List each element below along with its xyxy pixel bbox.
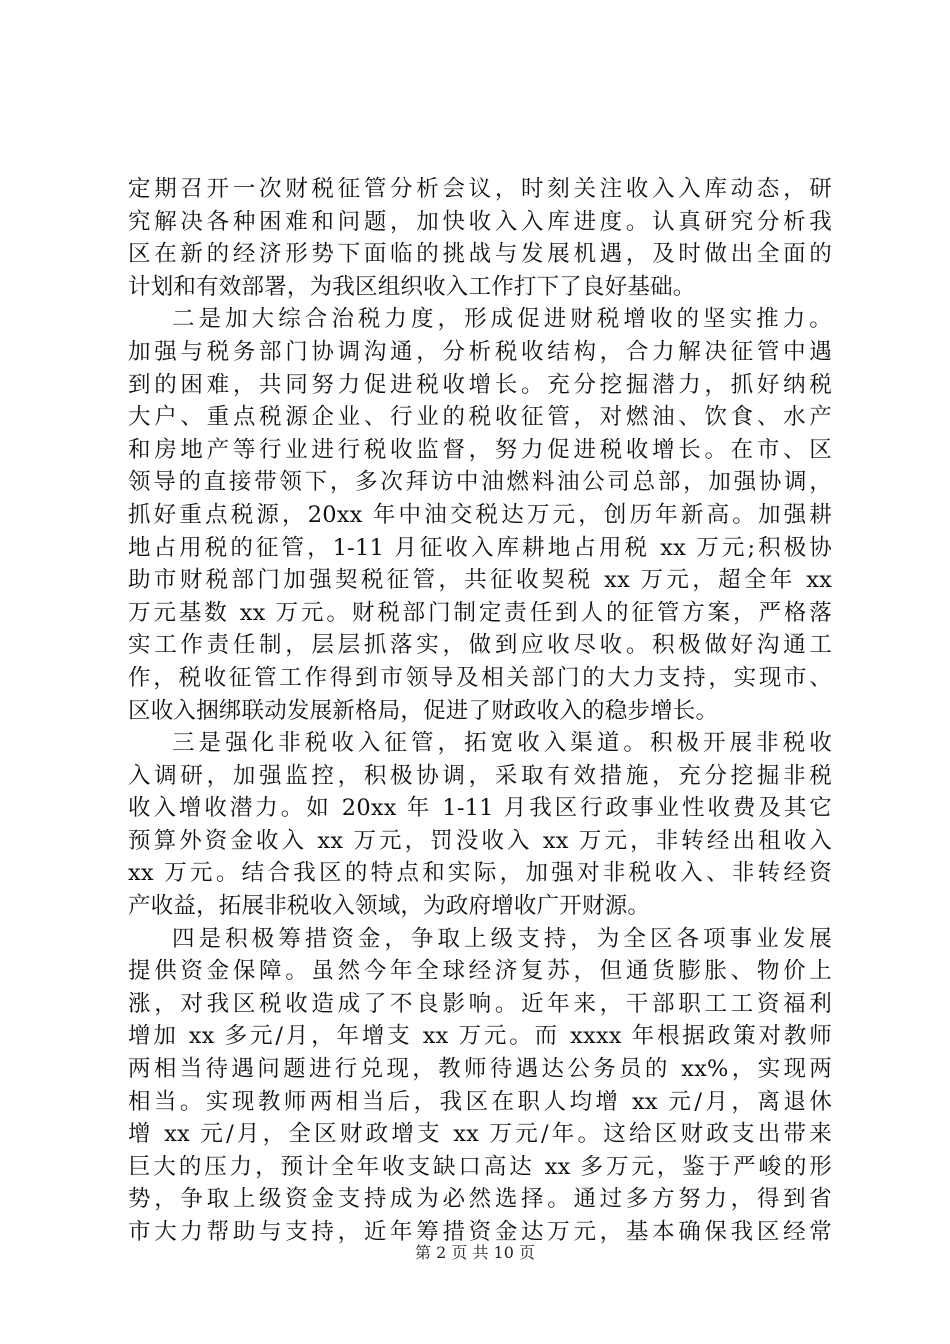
text-line: 两相当待遇问题进行兑现，教师待遇达公务员的 xx%，实现两 (128, 1056, 832, 1083)
text-line: 区在新的经济形势下面临的挑战与发展机遇，及时做出全面的 (128, 241, 832, 268)
text-line: 势，争取上级资金支持成为必然选择。通过多方努力，得到省 (128, 1186, 832, 1213)
text-line: 巨大的压力，预计全年收支缺口高达 xx 多万元，鉴于严峻的形 (128, 1153, 832, 1180)
text-line: 市大力帮助与支持，近年筹措资金达万元，基本确保我区经常 (128, 1219, 832, 1245)
text-line: 领导的直接带领下，多次拜访中油燃料油公司总部，加强协调， (128, 469, 832, 496)
text-line: 入调研，加强监控，积极协调，采取有效措施，充分挖掘非税 (128, 762, 832, 789)
text-line: 预算外资金收入 xx 万元，罚没收入 xx 万元，非转经出租收入 (128, 827, 832, 854)
text-line: 大户、重点税源企业、行业的税收征管，对燃油、饮食、水产 (128, 404, 832, 431)
text-line: xx 万元。结合我区的特点和实际，加强对非税收入、非转经资 (128, 860, 832, 887)
text-line: 区收入捆绑联动发展新格局，促进了财政收入的稳步增长。 (128, 697, 719, 724)
text-line: 二是加大综合治税力度，形成促进财税增收的坚实推力。 (172, 306, 832, 333)
text-line: 加强与税务部门协调沟通，分析税收结构，合力解决征管中遇 (128, 338, 832, 365)
body-text (128, 173, 832, 1249)
text-line: 到的困难，共同努力促进税收增长。充分挖掘潜力，抓好纳税 (128, 371, 832, 398)
text-line: 增加 xx 多元/月，年增支 xx 万元。而 xxxx 年根据政策对教师 (128, 1023, 832, 1050)
text-line: 相当。实现教师两相当后，我区在职人均增 xx 元/月，离退休 (128, 1088, 832, 1115)
text-line: 究解决各种困难和问题，加快收入入库进度。认真研究分析我 (128, 208, 832, 235)
text-line: 收入增收潜力。如 20xx 年 1-11 月我区行政事业性收费及其它 (128, 795, 832, 822)
text-line: 提供资金保障。虽然今年全球经济复苏，但通货膨胀、物价上 (128, 958, 832, 985)
text-line: 实工作责任制，层层抓落实，做到应收尽收。积极做好沟通工 (128, 632, 832, 659)
text-line: 作，税收征管工作得到市领导及相关部门的大力支持，实现市、 (128, 664, 832, 691)
page-footer: 第 2 页 共 10 页 (415, 1243, 535, 1262)
text-line: 抓好重点税源，20xx 年中油交税达万元，创历年新高。加强耕 (128, 501, 832, 528)
text-line: 和房地产等行业进行税收监督，努力促进税收增长。在市、区 (128, 436, 832, 463)
text-line: 四是积极筹措资金，争取上级支持，为全区各项事业发展 (172, 925, 832, 952)
text-line: 计划和有效部署，为我区组织收入工作打下了良好基础。 (128, 273, 696, 300)
text-line: 产收益，拓展非税收入领域，为政府增收广开财源。 (128, 893, 651, 920)
text-line: 定期召开一次财税征管分析会议，时刻关注收入入库动态，研 (128, 176, 832, 202)
text-line: 三是强化非税收入征管，拓宽收入渠道。积极开展非税收 (172, 730, 832, 757)
text-line: 万元基数 xx 万元。财税部门制定责任到人的征管方案，严格落 (128, 599, 832, 626)
text-line: 助市财税部门加强契税征管，共征收契税 xx 万元，超全年 xx (128, 567, 832, 594)
text-line: 增 xx 元/月，全区财政增支 xx 万元/年。这给区财政支出带来 (128, 1121, 832, 1148)
text-line: 涨，对我区税收造成了不良影响。近年来，干部职工工资福利 (128, 990, 832, 1017)
text-line: 地占用税的征管，1-11 月征收入库耕地占用税 xx 万元;积极协 (128, 534, 832, 561)
